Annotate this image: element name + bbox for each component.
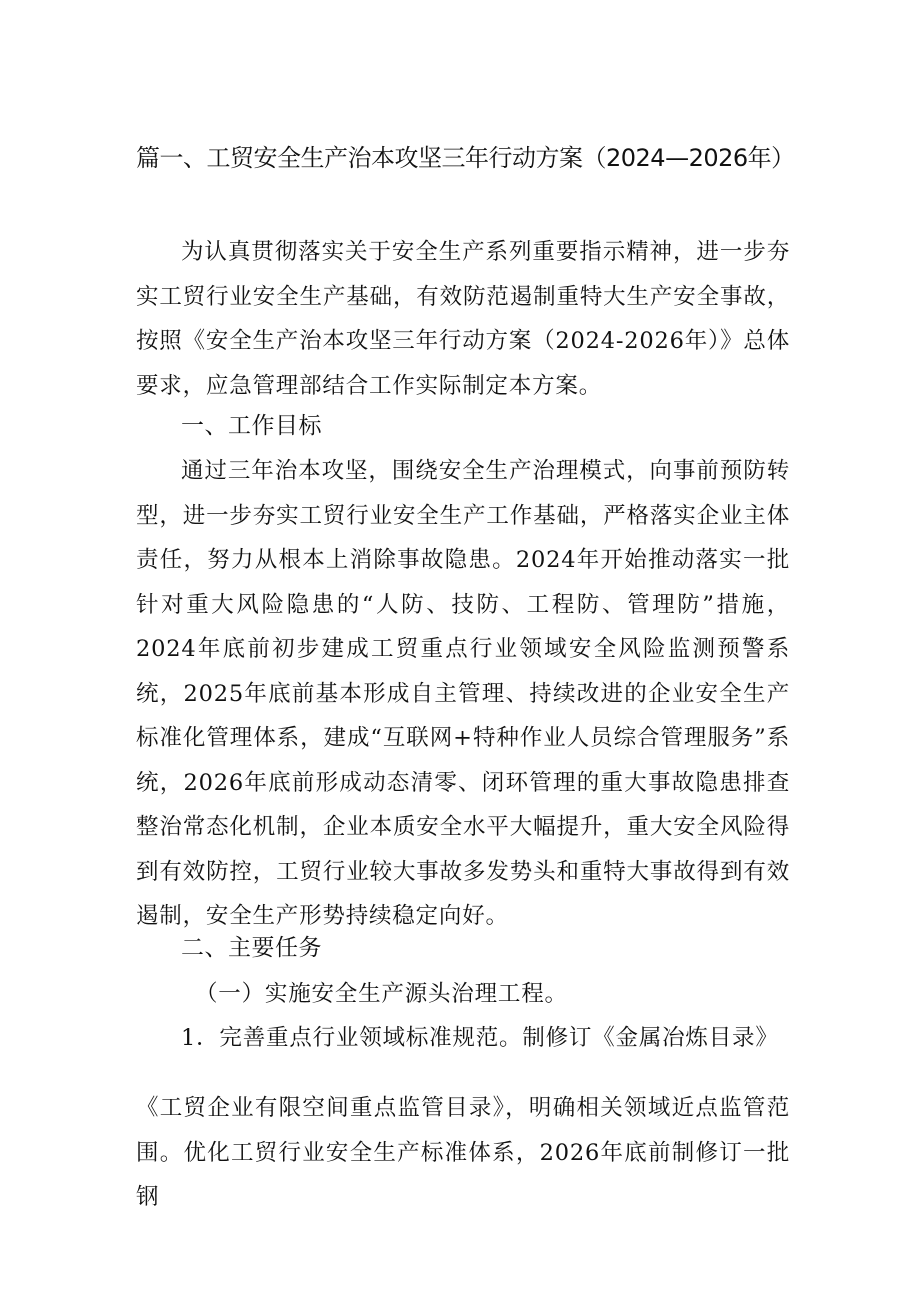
section-heading-tasks: 二、主要任务 — [181, 935, 322, 961]
document-title: 篇一、工贸安全生产治本攻坚三年行动方案（2024—2026年） — [136, 144, 795, 172]
section-heading-goals: 一、工作目标 — [181, 413, 322, 439]
task-item-1-continued: 《工贸企业有限空间重点监管目录》，明确相关领域近点监管范围。优化工贸行业安全生产标准体系，2026年底前制修订一批钢 — [136, 1095, 790, 1210]
subsection-heading-source-governance: （一）实施安全生产源头治理工程。 — [195, 981, 568, 1007]
task-item-1-heading: 1．完善重点行业领域标准规范。制修订《金属冶炼目录》 — [181, 1025, 779, 1051]
intro-paragraph: 为认真贯彻落实关于安全生产系列重要指示精神，进一步夯实工贸行业安全生产基础，有效防范遏制重特大生产安全事故，按照《安全生产治本攻坚三年行动方案（2024-2026年）》总体要求，应急管理部结合工作实际制定本方案。 — [136, 239, 790, 399]
goals-paragraph: 通过三年治本攻坚，围绕安全生产治理模式，向事前预防转型，进一步夯实工贸行业安全生产工作基础，严格落实企业主体责任，努力从根本上消除事故隐患。2024年开始推动落实一批针对重大风险隐患的“人防、技防、工程防、管理防”措施，2024年底前初步建成工贸重点行业领域安全风险监测预警系统，2025年底前基本形成自主管理、持续改进的企业安全生产标准化管理体系，建成“互联网+特种作业人员综合管理服务”系统，2026年底前形成动态清零、闭环管理的重大事故隐患排查整治常态化机制，企业本质安全水平大幅提升，重大安全风险得到有效防控，工贸行业较大事故多发势头和重特大事故得到有效遏制，安全生产形势持续稳定向好。 — [136, 458, 790, 929]
